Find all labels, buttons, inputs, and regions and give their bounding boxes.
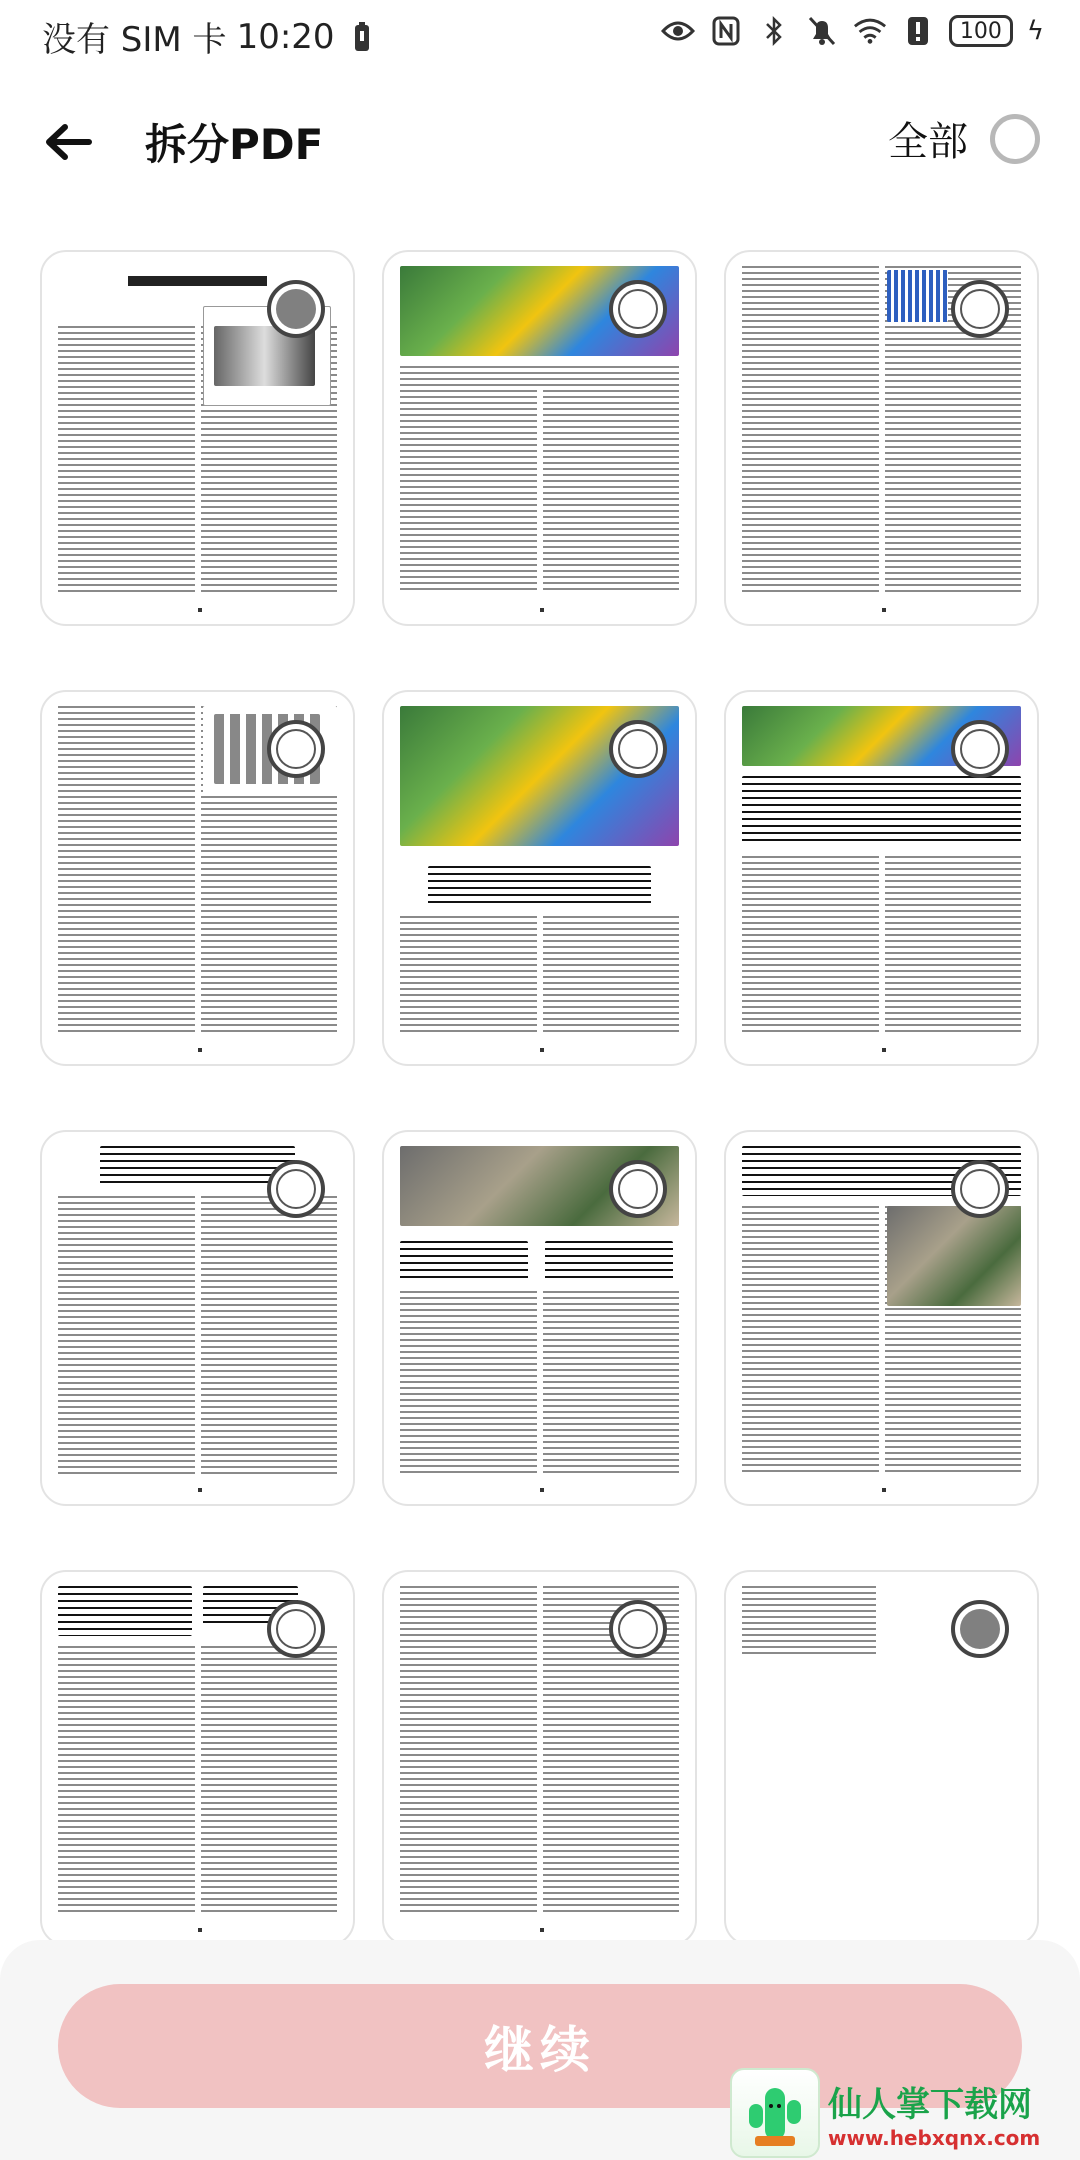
back-arrow-icon bbox=[43, 122, 93, 162]
eye-icon bbox=[661, 14, 695, 48]
page-select-radio-icon[interactable] bbox=[609, 1600, 667, 1658]
page-card-9[interactable] bbox=[724, 1130, 1039, 1506]
mute-bell-icon bbox=[805, 14, 839, 48]
page-select-radio-icon[interactable] bbox=[267, 1600, 325, 1658]
storage-icon bbox=[345, 20, 379, 54]
page-select-radio-icon[interactable] bbox=[951, 720, 1009, 778]
page-select-radio-icon[interactable] bbox=[267, 720, 325, 778]
continue-button[interactable]: 继续 bbox=[58, 1984, 1022, 2108]
status-left bbox=[42, 12, 379, 61]
page-card-1[interactable] bbox=[40, 250, 355, 626]
page-card-4[interactable] bbox=[40, 690, 355, 1066]
page-select-radio-icon[interactable] bbox=[609, 280, 667, 338]
page-select-radio-icon[interactable] bbox=[609, 720, 667, 778]
page-select-radio-icon[interactable] bbox=[267, 280, 325, 338]
watermark-url: www.hebxqnx.com bbox=[828, 2125, 1041, 2150]
page-select-radio-icon[interactable] bbox=[951, 1160, 1009, 1218]
bluetooth-icon bbox=[757, 14, 791, 48]
page-select-radio-icon[interactable] bbox=[267, 1160, 325, 1218]
watermark-title: 仙人掌下载网 bbox=[828, 2084, 1032, 2125]
page-card-7[interactable] bbox=[40, 1130, 355, 1506]
page-select-radio-icon[interactable] bbox=[951, 280, 1009, 338]
back-button[interactable] bbox=[38, 112, 98, 172]
select-all-radio-icon[interactable] bbox=[990, 114, 1040, 164]
page-title: 拆分PDF bbox=[145, 120, 324, 169]
storage-warning-icon bbox=[901, 14, 935, 48]
status-bar bbox=[0, 0, 1080, 72]
page-card-8[interactable] bbox=[382, 1130, 697, 1506]
select-all-label: 全部 bbox=[888, 119, 968, 165]
page-card-5[interactable] bbox=[382, 690, 697, 1066]
select-all-toggle[interactable] bbox=[888, 110, 1040, 167]
watermark bbox=[730, 2068, 1070, 2158]
header bbox=[0, 90, 1080, 194]
page-card-3[interactable] bbox=[724, 250, 1039, 626]
clock-text: 10:20 bbox=[236, 16, 335, 57]
page-card-2[interactable] bbox=[382, 250, 697, 626]
carrier-text: 没有 SIM 卡 bbox=[42, 20, 227, 60]
page-select-radio-icon[interactable] bbox=[609, 1160, 667, 1218]
page-select-radio-icon[interactable] bbox=[951, 1600, 1009, 1658]
status-right bbox=[661, 14, 1044, 48]
nfc-icon bbox=[709, 14, 743, 48]
page-card-10[interactable] bbox=[40, 1570, 355, 1946]
page-card-12[interactable] bbox=[724, 1570, 1039, 1946]
wifi-icon bbox=[853, 14, 887, 48]
page-card-11[interactable] bbox=[382, 1570, 697, 1946]
page-card-6[interactable] bbox=[724, 690, 1039, 1066]
cactus-logo-icon bbox=[730, 2068, 820, 2158]
charging-icon: ϟ bbox=[1026, 16, 1044, 46]
battery-indicator: 100 bbox=[949, 15, 1013, 47]
